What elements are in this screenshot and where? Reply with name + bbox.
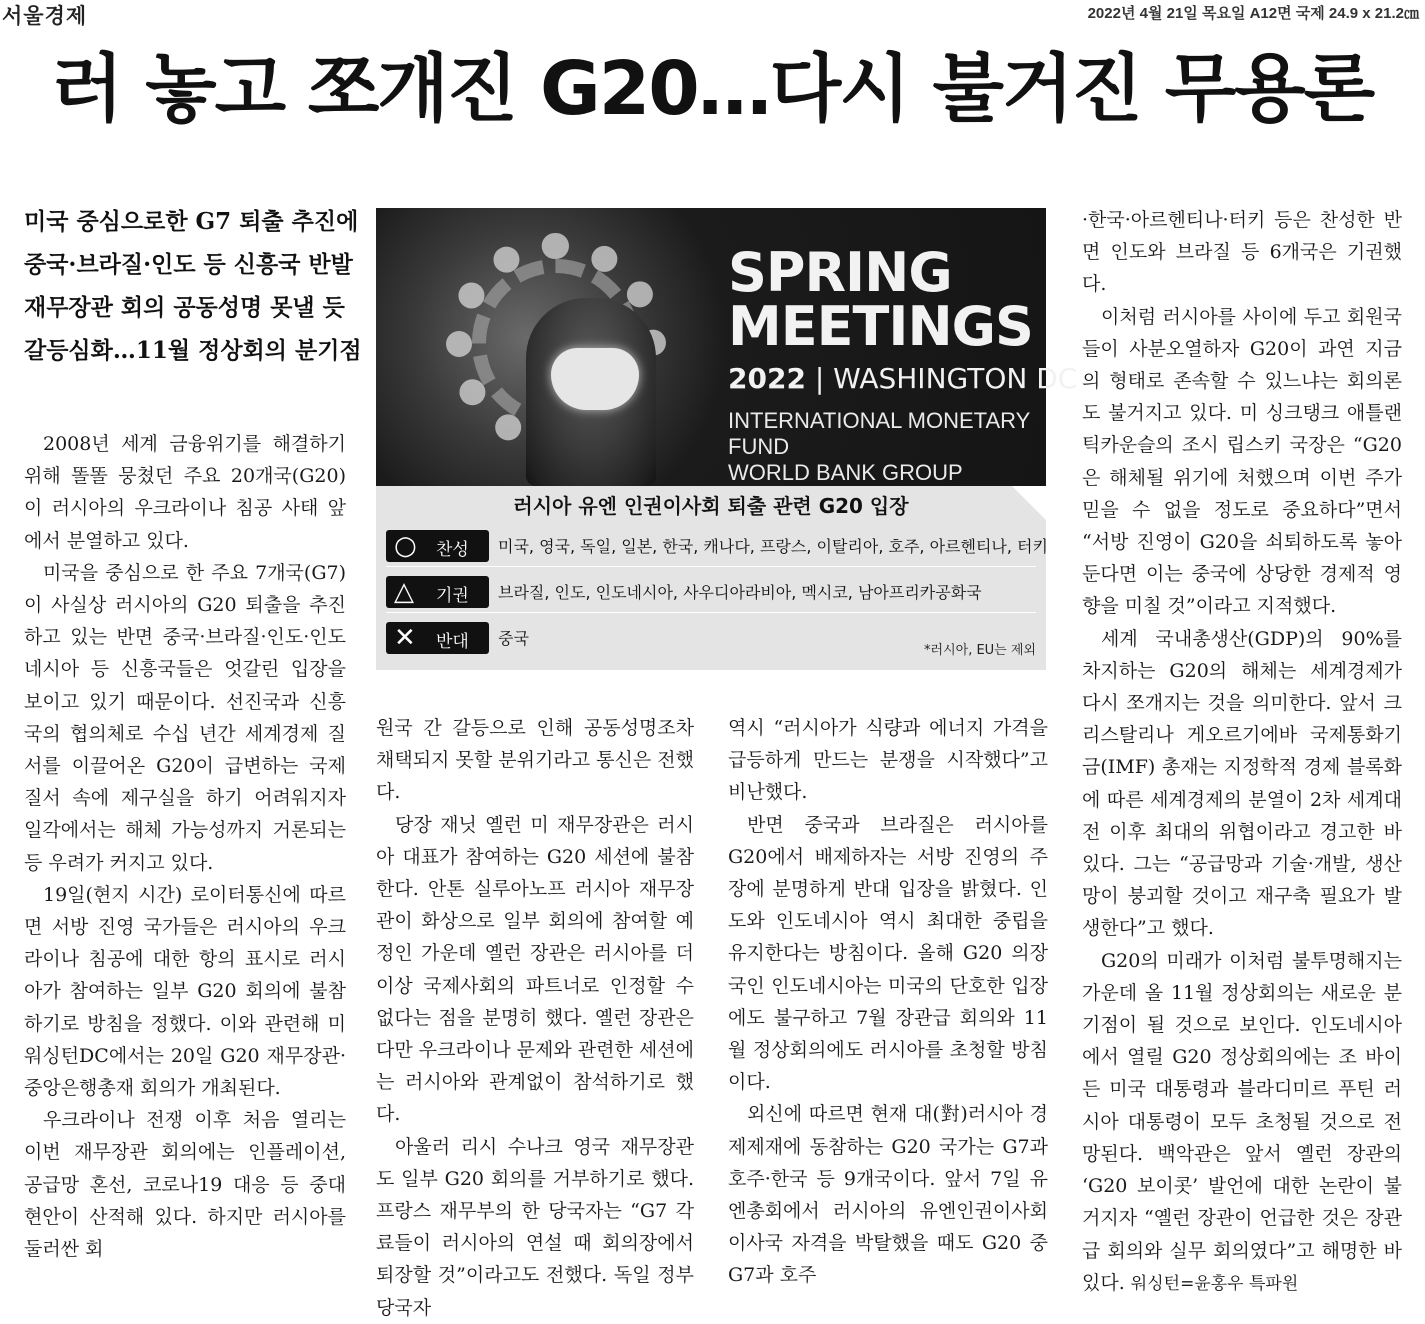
banner-year-location: 2022 | WASHINGTON DC: [728, 362, 1078, 395]
article-column-3: [728, 712, 1048, 1292]
position-badge: ✕ 반대: [386, 622, 489, 654]
subhead-line: 갈등심화…11월 정상회의 분기점: [24, 337, 362, 364]
newspaper-masthead: 서울경제: [2, 4, 88, 28]
country-list: 미국, 영국, 독일, 일본, 한국, 캐나다, 프랑스, 이탈리아, 호주, 아르헨티나, 터키: [498, 537, 1048, 556]
paragraph: 원국 간 갈등으로 인해 공동성명조차 채택되지 못할 분위기라고 통신은 전했다.: [376, 717, 694, 804]
paragraph: 우크라이나 전쟁 이후 처음 열리는 이번 재무장관 회의에는 인플레이션, 공급망 혼선, 코로나19 대응 등 중대 현안이 산적해 있다. 하지만 러시아를 둘러싼 회: [24, 1109, 346, 1261]
article-column-2: [376, 712, 694, 1324]
subhead-line: 중국·브라질·인도 등 신흥국 반발: [24, 251, 353, 278]
position-badge: △ 기권: [386, 576, 489, 608]
subhead-line: 재무장관 회의 공동성명 못낼 듯: [24, 294, 345, 321]
news-photo: [376, 208, 1078, 486]
banner-organizations: INTERNATIONAL MONETARY FUND WORLD BANK GROUP: [728, 408, 1030, 485]
paragraph: 세계 국내총생산(GDP)의 90%를 차지하는 G20의 해체는 세계경제가 다시 쪼개지는 것을 의미한다. 앞서 크리스탈리나 게오르기에바 국제통화기금(IMF) 총재는 지정학적 경제 블록화에 따른 세계경제의 분열이 2차 세계대전 이후 최대의 위협이라고 경고한 바 있다. 그는 “공급망과 기술·개발, 생산망이 붕괴할 것이고 재구축 필요가 발생한다”고 했다.: [1082, 627, 1402, 940]
paragraph: ·한국·아르헨티나·터키 등은 찬성한 반면 인도와 브라질 등 6개국은 기권했다.: [1082, 209, 1402, 296]
paragraph: 반면 중국과 브라질은 러시아를 G20에서 배제하자는 서방 진영의 주장에 분명하게 반대 입장을 밝혔다. 인도와 인도네시아 역시 최대한 중립을 유지한다는 방침이다. 올해 G20 의장국인 인도네시아는 미국의 단호한 입장에도 불구하고 7월 장관급 회의와 11월 정상회의에도 러시아를 초청할 방침이다.: [728, 813, 1048, 1094]
x-icon: ✕: [394, 623, 416, 653]
table-title: 러시아 유엔 인권이사회 퇴출 관련 G20 입장: [513, 494, 909, 518]
position-badge: ○ 찬성: [386, 530, 489, 562]
table-row: [386, 526, 1048, 567]
country-list: 브라질, 인도, 인도네시아, 사우디아라비아, 멕시코, 남아프리카공화국: [498, 583, 982, 602]
face-mask-shape: [551, 348, 639, 410]
photo-figure: [376, 208, 1078, 670]
g20-position-table: [376, 486, 1046, 670]
dateline: 2022년 4월 21일 목요일 A12면 국제 24.9 x 21.2㎝: [1087, 5, 1419, 22]
paragraph: 19일(현지 시간) 로이터통신에 따르면 서방 진영 국가들은 러시아의 우크라이나 침공에 대한 항의 표시로 러시아가 참여하는 일부 G20 회의에 불참하기로 방침을 정했다. 이와 관련해 미 워싱턴DC에서는 20일 G20 재무장관·중앙은행총재 회의가 개최된다.: [24, 883, 346, 1100]
banner-title: SPRING MEETINGS: [728, 241, 1033, 358]
byline: 워싱턴=윤홍우 특파원: [1130, 1273, 1299, 1294]
paragraph: 미국을 중심으로 한 주요 7개국(G7)이 사실상 러시아의 G20 퇴출을 추진하고 있는 반면 중국·브라질·인도·인도네시아 등 신흥국들은 엇갈린 입장을 보이고 있기 때문이다. 선진국과 신흥국의 협의체로 수십 년간 세계경제 질서를 이끌어온 G20이 급변하는 국제 질서 속에 제구실을 하기 어려워지자 일각에서는 해체 가능성까지 거론되는 등 우려가 커지고 있다.: [24, 561, 346, 874]
table-footnote: *러시아, EU는 제외: [924, 643, 1036, 658]
subheadline: [24, 200, 362, 372]
paragraph: 역시 “러시아가 식량과 에너지 가격을 급등하게 만드는 분쟁을 시작했다”고 비난했다.: [728, 717, 1048, 804]
triangle-icon: △: [394, 577, 414, 607]
country-list: 중국: [498, 629, 529, 648]
paragraph: 아울러 리시 수나크 영국 재무장관도 일부 G20 회의를 거부하기로 했다. 프랑스 재무부의 한 당국자는 “G7 각료들이 러시아의 연설 때 회의장에서 퇴장할 것”이라고도 전했다. 독일 정부 당국자: [376, 1135, 694, 1319]
paragraph: 외신에 따르면 현재 대(對)러시아 경제제재에 동참하는 G20 국가는 G7과 호주·한국 등 9개국이다. 앞서 7일 유엔총회에서 러시아의 유엔인권이사회 이사국 자격을 박탈했을 때도 G20 중 G7과 호주: [728, 1103, 1048, 1287]
paragraph: 이처럼 러시아를 사이에 두고 회원국들이 사분오열하자 G20이 과연 지금의 형태로 존속할 수 있느냐는 회의론도 불거지고 있다. 미 싱크탱크 애틀랜틱카운슬의 조시 립스키 국장은 “G20은 해체될 위기에 처했으며 이번 주가 믿을 수 없을 정도로 중요하다”면서 “서방 진영이 G20을 쇠퇴하도록 놓아둔다면 이는 중국에 상당한 경제적 영향을 미칠 것”이라고 지적했다.: [1082, 305, 1402, 618]
article-column-1: [24, 428, 346, 1265]
table-row: [386, 572, 1036, 613]
paragraph: 당장 재닛 옐런 미 재무장관은 러시아 대표가 참여하는 G20 세션에 불참한다. 안톤 실루아노프 러시아 재무장관이 화상으로 일부 회의에 참여할 예정인 가운데 옐런 장관은 러시아를 더 이상 국제사회의 파트너로 인정할 수 없다는 점을 분명히 했다. 옐런 장관은 다만 우크라이나 문제와 관련한 세션에는 러시아와 관계없이 참석하기로 했다.: [376, 813, 694, 1126]
circle-icon: ○: [394, 531, 417, 561]
paragraph: 2008년 세계 금융위기를 해결하기 위해 똘똘 뭉쳤던 주요 20개국(G20)이 러시아의 우크라이나 침공 사태 앞에서 분열하고 있다.: [24, 433, 346, 552]
paragraph: G20의 미래가 이처럼 불투명해지는 가운데 올 11월 정상회의는 새로운 분기점이 될 것으로 보인다. 인도네시아에서 열릴 G20 정상회의에는 조 바이든 미국 대통령과 블라디미르 푸틴 러시아 대통령이 모두 초청될 것으로 전망된다. 백악관은 앞서 옐런 장관의 ‘G20 보이콧’ 발언에 대한 논란이 불거지자 “옐런 장관이 언급한 것은 장관급 회의와 실무 회의였다”고 해명한 바 있다. 워싱턴=윤홍우 특파원: [1082, 949, 1402, 1294]
subhead-line: 미국 중심으로한 G7 퇴출 추진에: [24, 208, 359, 235]
article-column-4: [1082, 204, 1402, 1300]
headline: 러 놓고 쪼개진 G20…다시 불거진 무용론: [51, 46, 1374, 132]
